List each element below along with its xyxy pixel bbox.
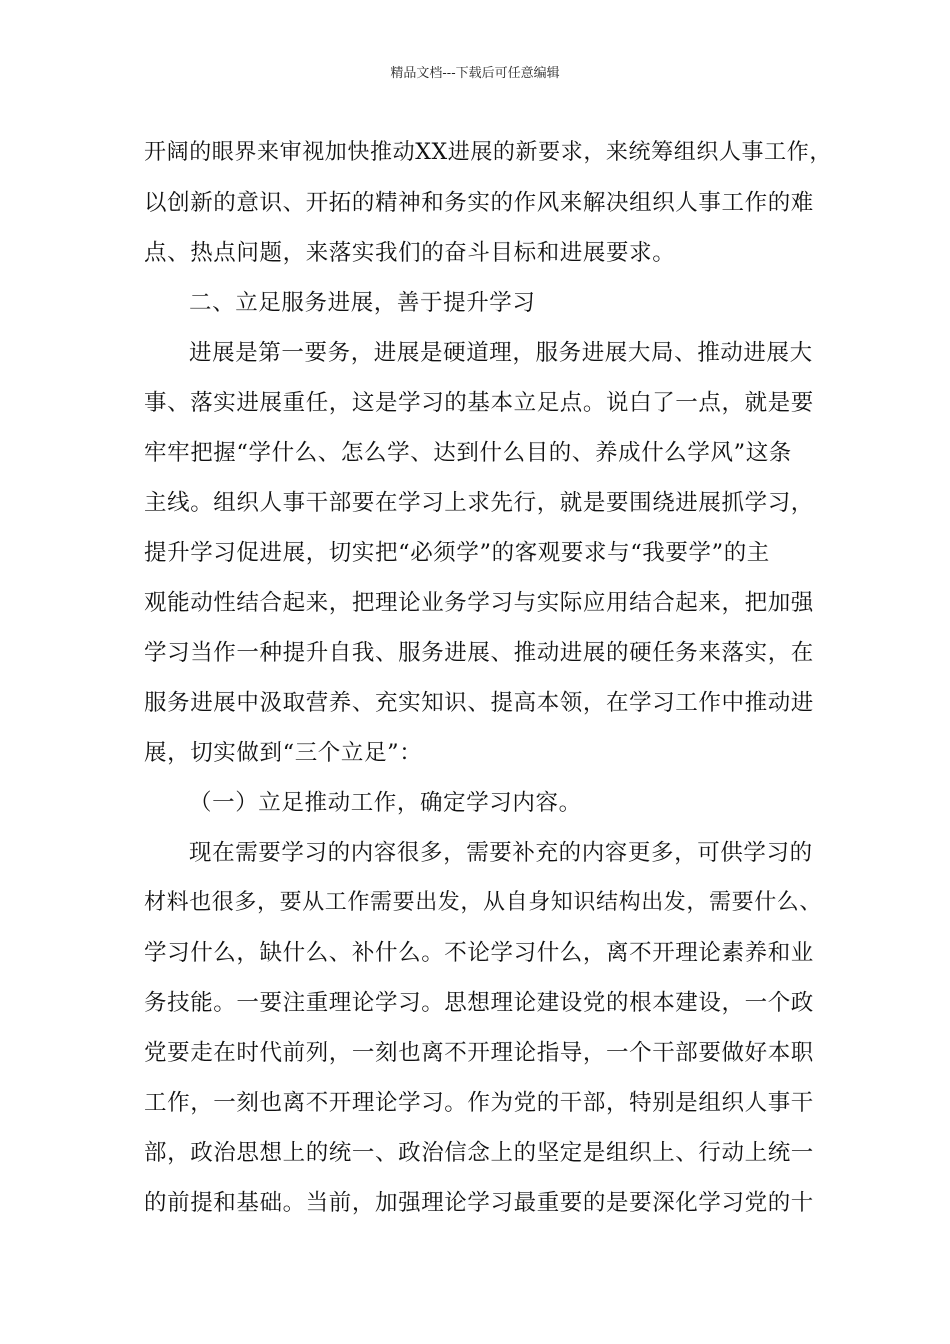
text-line: 以创新的意识、开拓的精神和务实的作风来解决组织人事工作的难 [144, 190, 814, 216]
text-line: 部，政治思想上的统一、政治信念上的坚定是组织上、行动上统一 [144, 1140, 814, 1166]
text-line: 事、落实进展重任，这是学习的基本立足点。说白了一点，就是要 [144, 390, 814, 416]
text-line: 材料也很多，要从工作需要出发，从自身知识结构出发，需要什么、 [144, 890, 823, 915]
text-line: 工作，一刻也离不开理论学习。作为党的干部，特别是组织人事干 [144, 1090, 814, 1116]
text-line: 进展是第一要务，进展是硬道理，服务进展大局、推动进展大 [189, 340, 813, 366]
text-line: 点、热点问题，来落实我们的奋斗目标和进展要求。 [144, 240, 676, 266]
text-line: 观能动性结合起来，把理论业务学习与实际应用结合起来，把加强 [144, 590, 814, 616]
text-line: 牢牢把握“学什么、怎么学、达到什么目的、养成什么学风”这条 [144, 440, 792, 466]
text-line: 二、立足服务进展，善于提升学习 [189, 290, 536, 316]
text-line: 的前提和基础。当前，加强理论学习最重要的是要深化学习党的十 [144, 1190, 814, 1216]
text-line: 提升学习促进展，切实把“必须学”的客观要求与“我要学”的主 [144, 540, 770, 566]
page-header: 精品文档---下载后可任意编辑 [390, 66, 560, 81]
text-line: 现在需要学习的内容很多，需要补充的内容更多，可供学习的 [189, 840, 813, 866]
text-line: 展，切实做到“三个立足”： [144, 740, 423, 766]
text-line: 主线。组织人事干部要在学习上求先行，就是要围绕进展抓学习， [144, 490, 814, 516]
document-body [144, 128, 832, 1228]
text-line: （一）立足推动工作，确定学习内容。 [189, 790, 582, 816]
text-line: 服务进展中汲取营养、充实知识、提高本领，在学习工作中推动进 [144, 690, 814, 716]
text-line: 开阔的眼界来审视加快推动XX进展的新要求，来统筹组织人事工作， [144, 140, 832, 165]
text-line: 学习什么，缺什么、补什么。不论学习什么，离不开理论素养和业 [144, 940, 814, 966]
text-line: 务技能。一要注重理论学习。思想理论建设党的根本建设，一个政 [144, 990, 814, 1016]
text-line: 党要走在时代前列，一刻也离不开理论指导，一个干部要做好本职 [144, 1040, 814, 1066]
text-line: 学习当作一种提升自我、服务进展、推动进展的硬任务来落实，在 [144, 640, 814, 666]
